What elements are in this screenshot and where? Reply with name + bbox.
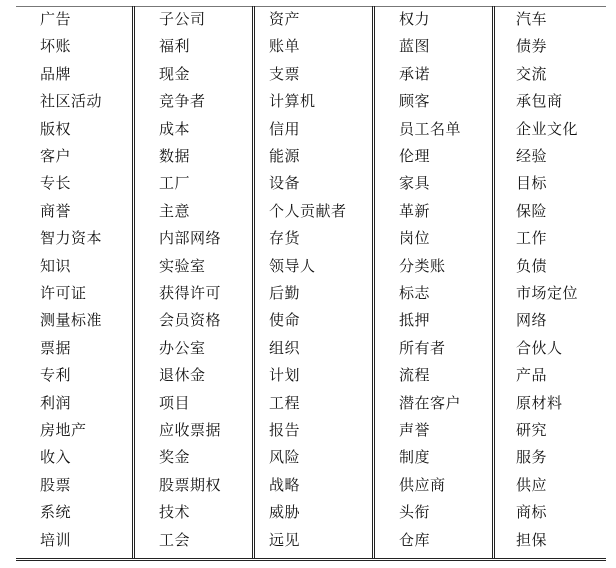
term-cell: 员工名单 [399, 119, 462, 138]
term-cell: 汽车 [516, 10, 548, 28]
term-cell: 风险 [269, 448, 301, 467]
term-cell: 信用 [269, 119, 301, 138]
table-bottom-rule [16, 558, 606, 561]
term-cell: 奖金 [159, 448, 191, 467]
term-cell: 制度 [399, 448, 431, 467]
term-cell: 子公司 [159, 10, 206, 28]
column-divider [492, 6, 495, 558]
term-cell: 权力 [399, 10, 431, 28]
term-cell: 使命 [269, 311, 301, 330]
term-cell: 福利 [159, 37, 191, 56]
term-cell: 流程 [399, 366, 431, 385]
term-cell: 抵押 [399, 311, 431, 330]
term-cell: 商誉 [40, 201, 72, 220]
term-cell: 顾客 [399, 92, 431, 111]
term-cell: 头衔 [399, 503, 431, 522]
term-table [16, 6, 606, 558]
term-cell: 测量标准 [40, 311, 103, 330]
term-cell: 目标 [516, 174, 548, 193]
term-cell: 声誉 [399, 421, 431, 439]
term-cell: 企业文化 [516, 119, 579, 138]
column-2 [159, 6, 259, 554]
term-cell: 计算机 [269, 92, 316, 111]
term-cell: 保险 [516, 201, 548, 220]
term-cell: 资产 [269, 10, 301, 28]
term-cell: 商标 [516, 503, 548, 522]
term-cell: 品牌 [40, 64, 72, 83]
term-cell: 负债 [516, 256, 548, 275]
column-5 [516, 6, 606, 554]
column-1 [40, 6, 140, 554]
column-divider [252, 6, 255, 558]
term-cell: 能源 [269, 147, 301, 165]
term-cell: 产品 [516, 366, 548, 385]
term-cell: 数据 [159, 147, 191, 165]
term-cell: 设备 [269, 174, 301, 193]
term-cell: 领导人 [269, 256, 316, 275]
term-cell: 系统 [40, 503, 72, 522]
term-cell: 伦理 [399, 147, 431, 165]
term-cell: 潜在客户 [399, 393, 462, 412]
term-cell: 实验室 [159, 256, 206, 275]
term-cell: 分类账 [399, 256, 446, 275]
term-cell: 版权 [40, 119, 72, 138]
term-cell: 战略 [269, 475, 301, 494]
term-cell: 革新 [399, 201, 431, 220]
term-cell: 服务 [516, 448, 548, 467]
term-cell: 供应商 [399, 475, 446, 494]
term-cell: 研究 [516, 421, 548, 439]
term-cell: 培训 [40, 530, 72, 549]
term-cell: 股票期权 [159, 475, 222, 494]
term-cell: 工厂 [159, 174, 191, 193]
term-cell: 担保 [516, 530, 548, 549]
term-cell: 主意 [159, 201, 191, 220]
term-cell: 专长 [40, 174, 72, 193]
term-cell: 家具 [399, 174, 431, 193]
term-cell: 网络 [516, 311, 548, 330]
term-cell: 社区活动 [40, 92, 103, 111]
term-cell: 房地产 [40, 421, 87, 439]
term-cell: 竞争者 [159, 92, 206, 111]
term-cell: 供应 [516, 475, 548, 494]
term-cell: 报告 [269, 421, 301, 439]
term-cell: 股票 [40, 475, 72, 494]
term-cell: 内部网络 [159, 229, 222, 248]
term-cell: 交流 [516, 64, 548, 83]
term-cell: 个人贡献者 [269, 201, 347, 220]
term-cell: 技术 [159, 503, 191, 522]
column-divider [132, 6, 135, 558]
term-cell: 账单 [269, 37, 301, 56]
term-cell: 承诺 [399, 64, 431, 83]
term-cell: 远见 [269, 530, 301, 549]
term-cell: 获得许可 [159, 284, 222, 302]
term-cell: 仓库 [399, 530, 431, 549]
term-cell: 广告 [40, 10, 72, 28]
term-cell: 债券 [516, 37, 548, 56]
term-cell: 坏账 [40, 37, 72, 56]
term-cell: 计划 [269, 366, 301, 385]
column-4 [399, 6, 499, 554]
term-cell: 支票 [269, 64, 301, 83]
term-cell: 会员资格 [159, 311, 222, 330]
term-cell: 所有者 [399, 338, 446, 357]
term-cell: 应收票据 [159, 421, 222, 439]
column-divider [372, 6, 375, 558]
term-cell: 退休金 [159, 366, 206, 385]
term-cell: 组织 [269, 338, 301, 357]
term-cell: 工作 [516, 229, 548, 248]
term-cell: 项目 [159, 393, 191, 412]
term-cell: 存货 [269, 229, 301, 248]
term-cell: 工会 [159, 530, 191, 549]
term-cell: 原材料 [516, 393, 563, 412]
term-cell: 合伙人 [516, 338, 563, 357]
term-cell: 成本 [159, 119, 191, 138]
term-cell: 智力资本 [40, 229, 103, 248]
term-cell: 许可证 [40, 284, 87, 302]
column-3 [269, 6, 369, 554]
term-cell: 市场定位 [516, 284, 579, 302]
term-cell: 威胁 [269, 503, 301, 522]
term-cell: 标志 [399, 284, 431, 302]
term-cell: 票据 [40, 338, 72, 357]
term-cell: 办公室 [159, 338, 206, 357]
term-cell: 专利 [40, 366, 72, 385]
term-cell: 经验 [516, 147, 548, 165]
term-cell: 利润 [40, 393, 72, 412]
term-cell: 蓝图 [399, 37, 431, 56]
term-cell: 承包商 [516, 92, 563, 111]
term-cell: 客户 [40, 147, 72, 165]
term-cell: 现金 [159, 64, 191, 83]
term-cell: 岗位 [399, 229, 431, 248]
term-cell: 收入 [40, 448, 72, 467]
term-cell: 后勤 [269, 284, 301, 302]
term-cell: 工程 [269, 393, 301, 412]
term-cell: 知识 [40, 256, 72, 275]
